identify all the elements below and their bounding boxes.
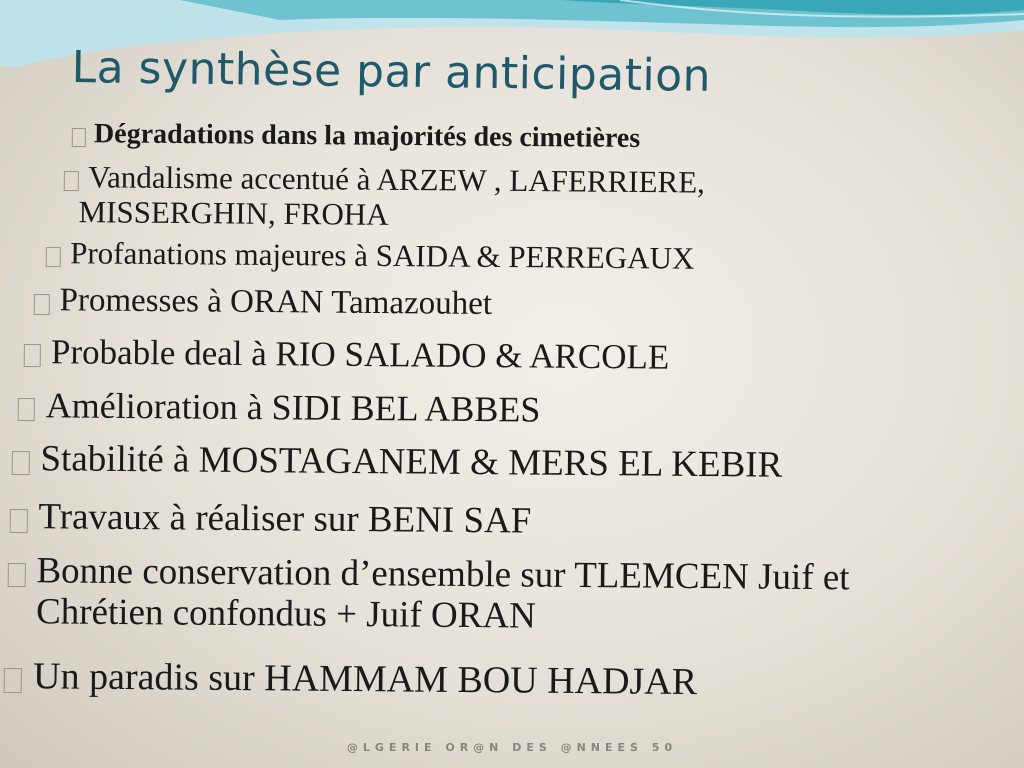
bullet-text: Un paradis sur HAMMAM BOU HADJAR (32, 655, 698, 704)
bullet-box-icon (18, 398, 35, 422)
bullet-text: Profanations majeures à SAIDA & PERREGAUX (70, 235, 695, 276)
bullet-box-icon (24, 344, 41, 367)
bullet-item (12, 438, 783, 486)
bullet-box-icon (64, 171, 79, 192)
bullet-item (4, 655, 698, 704)
bullet-box-icon (8, 563, 26, 587)
bullet-box-icon (46, 247, 61, 268)
bullet-box-icon (34, 294, 50, 316)
bullet-text: Bonne conservation d’ensemble sur TLEMCEN Juif et Chrétien confondus + Juif ORAN (35, 550, 850, 638)
bullet-box-icon (10, 509, 28, 533)
watermark: @LGERIE OR@N DES @NNEES 50 (346, 741, 678, 754)
bullet-item (18, 385, 541, 430)
bullet-text: Amélioration à SIDI BEL ABBES (45, 385, 541, 430)
bullet-item (63, 160, 705, 235)
bullet-text: Stabilité à MOSTAGANEM & MERS EL KEBIR (40, 438, 783, 486)
bullet-item (34, 282, 492, 323)
bullet-text: Promesses à ORAN Tamazouhet (59, 282, 493, 322)
bullet-text: Dégradations dans la majorités des cimetières (93, 118, 641, 154)
bullet-box-icon (12, 451, 30, 475)
bullet-item (46, 236, 695, 276)
bullet-item (7, 550, 849, 640)
bullet-text: Travaux à réaliser sur BENI SAF (38, 496, 532, 542)
bullet-item (10, 496, 532, 542)
bullet-box-icon (4, 668, 22, 693)
slide-title: La synthèse par anticipation (71, 42, 712, 102)
bullet-item (24, 332, 670, 377)
bullet-item (72, 118, 641, 154)
bullet-text: Probable deal à RIO SALADO & ARCOLE (50, 332, 670, 377)
bullet-text: Vandalisme accentué à ARZEW , LAFERRIERE, MISSERGHIN, FROHA (78, 159, 705, 232)
bullet-box-icon (72, 128, 86, 147)
